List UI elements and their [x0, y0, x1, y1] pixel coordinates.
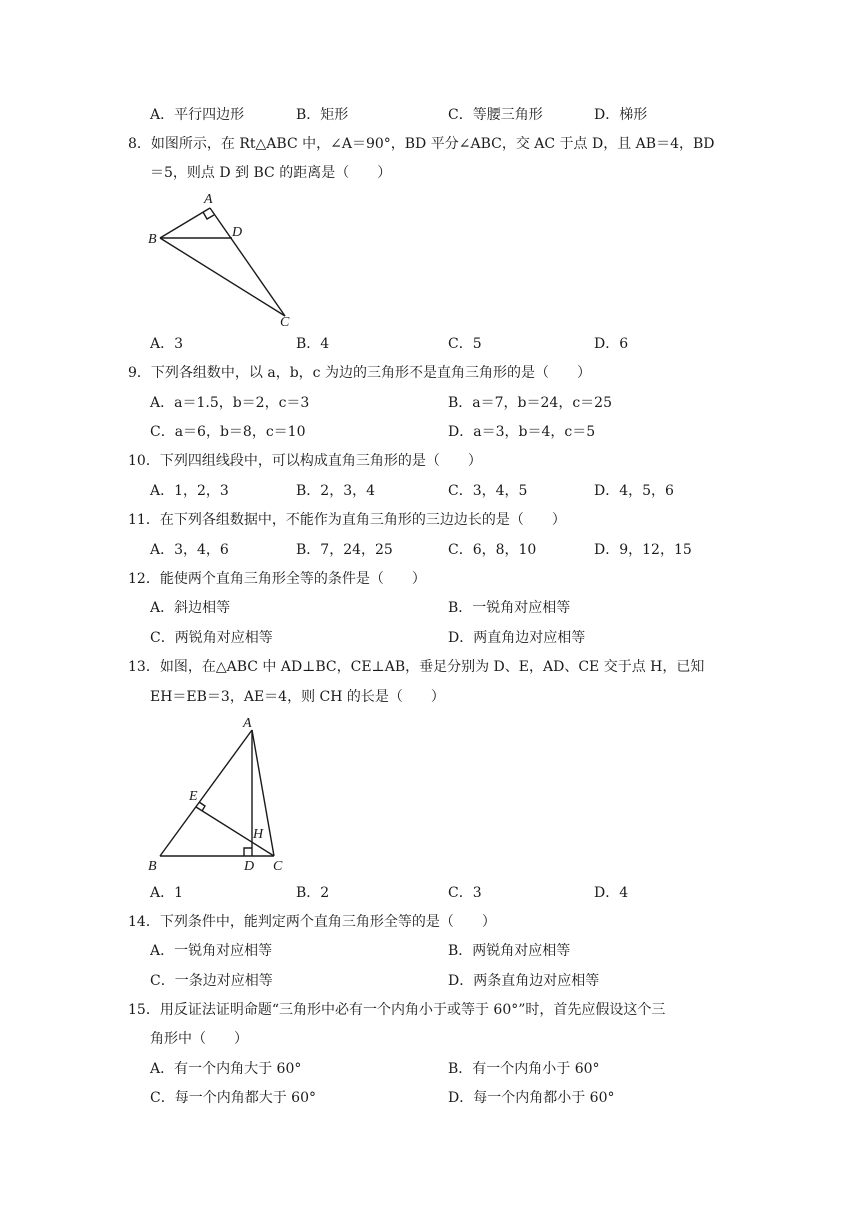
q13-right-angle-d: [244, 848, 252, 856]
q9-option-d: D．a＝3，b＝4，c＝5: [448, 424, 596, 440]
q12-option-d: D．两直角边对应相等: [448, 630, 586, 646]
q13-stem-line2: EH＝EB＝3，AE＝4，则 CH 的长是（ ）: [150, 689, 445, 705]
q14-option-b: B．两锐角对应相等: [448, 943, 571, 959]
q13-stem-line1: 13．如图，在△ABC 中 AD⊥BC，CE⊥AB，垂足分别为 D、E，AD、CE 交于点 H，已知: [128, 659, 705, 675]
q11-option-b: B．7，24，25: [296, 542, 393, 558]
q7-option-a: A．平行四边形: [150, 107, 245, 123]
q12-option-a: A．斜边相等: [150, 600, 231, 616]
q15-option-b: B．有一个内角小于 60°: [448, 1061, 600, 1077]
q13-segment-ab: [160, 730, 252, 856]
q11-option-c: C．6，8，10: [448, 542, 537, 558]
q15-stem-line2: 角形中（ ）: [150, 1031, 248, 1047]
q13-label-d: D: [244, 859, 255, 874]
q8-option-c: C．5: [448, 336, 482, 352]
q8-label-b: B: [148, 232, 157, 247]
q13-label-e: E: [189, 789, 198, 804]
q13-option-d: D．4: [594, 885, 629, 901]
q12-stem: 12．能使两个直角三角形全等的条件是（ ）: [128, 571, 426, 587]
q13-option-b: B．2: [296, 885, 330, 901]
q8-stem-line1: 8．如图所示，在 Rt△ABC 中，∠A＝90°，BD 平分∠ABC，交 AC 于点 D，且 AB＝4，BD: [128, 136, 715, 152]
q12-option-b: B．一锐角对应相等: [448, 600, 571, 616]
q7-option-d: D．梯形: [594, 107, 648, 123]
q14-option-c: C．一条边对应相等: [150, 973, 273, 989]
q11-stem: 11．在下列各组数据中，不能作为直角三角形的三边边长的是（ ）: [128, 512, 566, 528]
q14-option-d: D．两条直角边对应相等: [448, 973, 600, 989]
q13-option-c: C．3: [448, 885, 482, 901]
q13-label-a: A: [243, 716, 252, 731]
q9-option-a: A．a＝1.5，b＝2，c＝3: [150, 395, 310, 411]
q7-option-b: B．矩形: [296, 107, 349, 123]
q10-option-d: D．4，5，6: [594, 483, 674, 499]
q8-option-a: A．3: [150, 336, 184, 352]
q9-option-b: B．a＝7，b＝24，c＝25: [448, 395, 612, 411]
q8-option-b: B．4: [296, 336, 330, 352]
q13-label-b: B: [148, 859, 157, 874]
q9-option-c: C．a＝6，b＝8，c＝10: [150, 424, 306, 440]
q8-right-angle-mark: [203, 212, 214, 219]
q10-stem: 10．下列四组线段中，可以构成直角三角形的是（ ）: [128, 453, 482, 469]
q8-option-d: D．6: [594, 336, 629, 352]
q15-option-a: A．有一个内角大于 60°: [150, 1061, 302, 1077]
q8-segment-ac: [210, 208, 285, 316]
q9-stem: 9．下列各组数中，以 a，b，c 为边的三角形不是直角三角形的是（ ）: [128, 365, 591, 381]
q13-label-c: C: [273, 859, 283, 874]
q15-option-c: C．每一个内角都大于 60°: [150, 1090, 316, 1106]
q13-label-h: H: [253, 827, 264, 842]
q8-segment-bc: [160, 238, 285, 316]
q13-figure: [140, 712, 300, 877]
q10-option-c: C．3，4，5: [448, 483, 528, 499]
q11-option-d: D．9，12，15: [594, 542, 692, 558]
q8-label-a: A: [204, 192, 213, 207]
q8-label-d: D: [232, 225, 243, 240]
q10-option-b: B．2，3，4: [296, 483, 376, 499]
q10-option-a: A．1，2，3: [150, 483, 229, 499]
q15-stem-line1: 15．用反证法证明命题“三角形中必有一个内角小于或等于 60°”时，首先应假设这个三: [128, 1002, 666, 1018]
q13-option-a: A．1: [150, 885, 184, 901]
q8-figure: [140, 188, 310, 333]
q14-stem: 14．下列条件中，能判定两个直角三角形全等的是（ ）: [128, 914, 496, 930]
q14-option-a: A．一锐角对应相等: [150, 943, 273, 959]
q11-option-a: A．3，4，6: [150, 542, 229, 558]
q12-option-c: C．两锐角对应相等: [150, 630, 273, 646]
q15-option-d: D．每一个内角都小于 60°: [448, 1090, 615, 1106]
q8-label-c: C: [280, 315, 290, 330]
q8-stem-line2: ＝5，则点 D 到 BC 的距离是（ ）: [150, 165, 392, 181]
q7-option-c: C．等腰三角形: [448, 107, 543, 123]
